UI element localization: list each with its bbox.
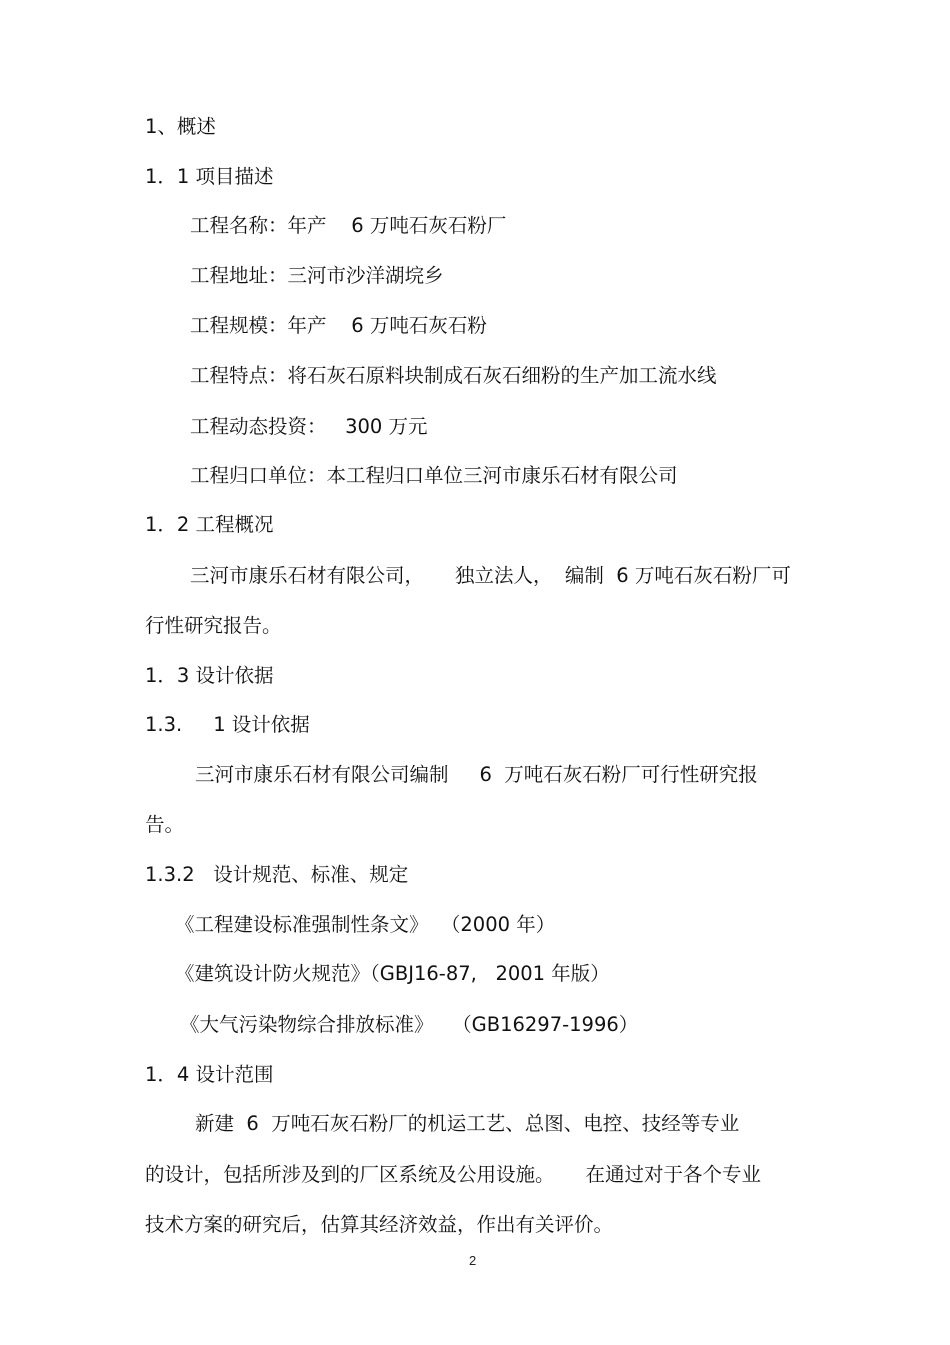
project-name: 工程名称：年产 6 万吨石灰石粉厂 [190,214,507,237]
heading-design-scope: 1．4 设计范围 [145,1063,274,1086]
project-unit: 工程归口单位：本工程归口单位三河市康乐石材有限公司 [190,464,678,487]
project-feature: 工程特点：将石灰石原料块制成石灰石细粉的生产加工流水线 [190,364,717,387]
scope-paragraph-line-3: 技术方案的研究后，估算其经济效益，作出有关评价。 [145,1213,614,1236]
scope-paragraph-line-2: 的设计，包括所涉及到的厂区系统及公用设施。 在通过对于各个专业 [145,1163,761,1186]
basis-paragraph-line-1: 三河市康乐石材有限公司编制 6 万吨石灰石粉厂可行性研究报 [195,763,758,786]
heading-design-basis-sub: 1.3. 1 设计依据 [145,713,310,736]
project-site: 工程地址：三河市沙洋湖垸乡 [190,264,444,287]
heading-project-overview: 1．2 工程概况 [145,513,274,536]
overview-paragraph-line-1: 三河市康乐石材有限公司， 独立法人， 编制 6 万吨石灰石粉厂可 [190,564,791,587]
standard-item-3: 《大气污染物综合排放标准》 （GB16297-1996） [180,1013,639,1036]
scope-paragraph-line-1: 新建 6 万吨石灰石粉厂的机运工艺、总图、电控、技经等专业 [195,1112,740,1135]
heading-design-standards: 1.3.2 设计规范、标准、规定 [145,863,409,886]
heading-project-description: 1．1 项目描述 [145,165,274,188]
project-investment: 工程动态投资： 300 万元 [190,415,428,438]
heading-design-basis: 1．3 设计依据 [145,664,274,687]
page-number: 2 [469,1253,477,1268]
standard-item-2: 《建筑设计防火规范》（GBJ16-87, 2001 年版） [175,962,610,985]
standard-item-1: 《工程建设标准强制性条文》 （2000 年） [175,913,556,936]
project-scale: 工程规模：年产 6 万吨石灰石粉 [190,314,487,337]
basis-paragraph-line-2: 告。 [145,813,185,836]
overview-paragraph-line-2: 行性研究报告。 [145,614,282,637]
heading-overview: 1、概述 [145,115,216,138]
